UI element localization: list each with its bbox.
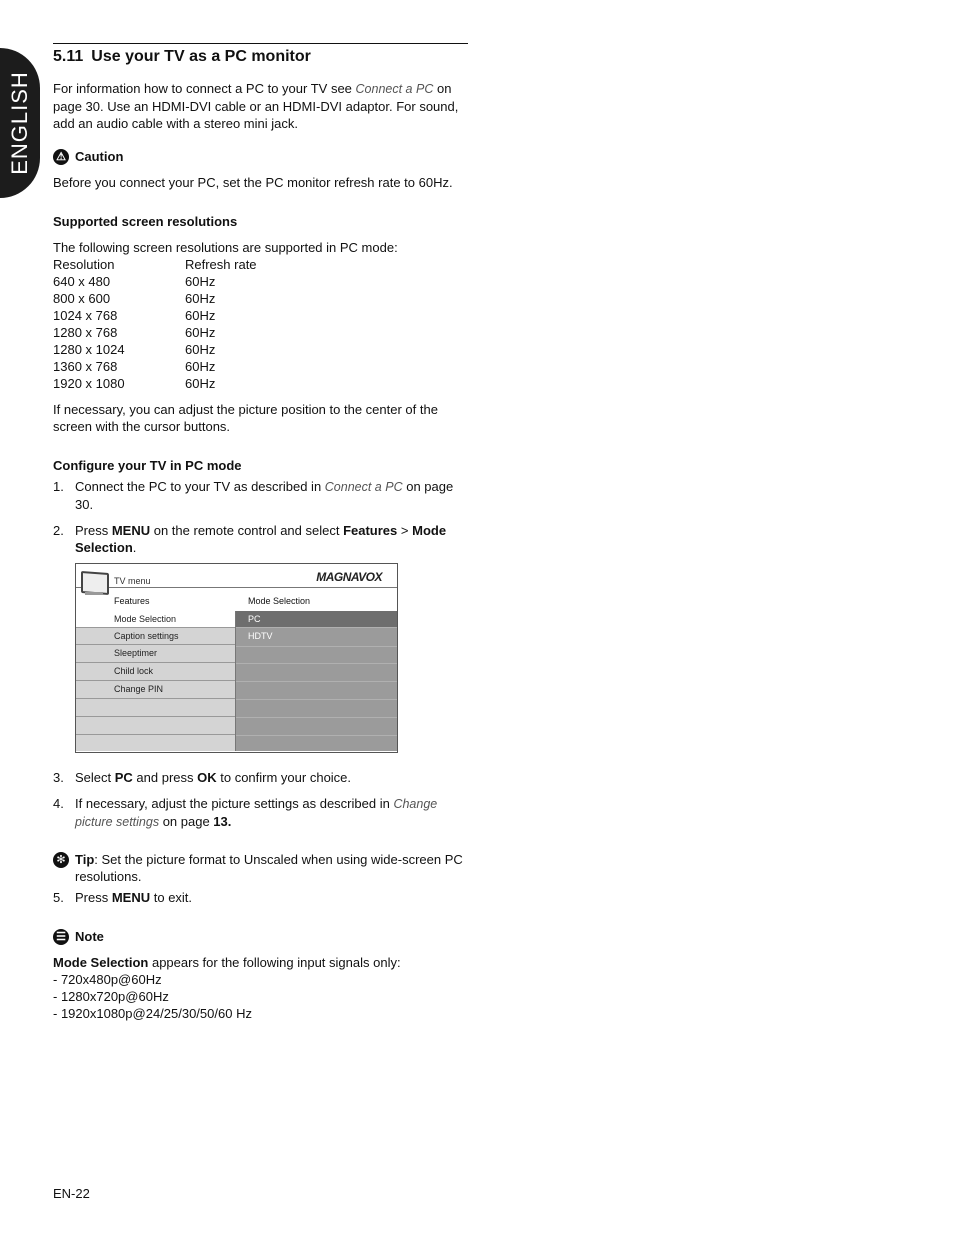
- table-row: [53, 290, 257, 307]
- tip-label: Tip: [75, 852, 95, 867]
- tv-menu-title: TV menu: [114, 576, 151, 586]
- page-content: [53, 43, 468, 556]
- rate-cell: 60Hz: [185, 291, 216, 306]
- resolution-col-header: Resolution: [53, 257, 115, 272]
- option-label: PC: [248, 614, 261, 624]
- step-text: If necessary, adjust the picture settings as described in: [75, 796, 394, 811]
- rate-cell: 60Hz: [185, 325, 216, 340]
- resolution-cell: 1280 x 768: [53, 325, 118, 340]
- table-row: [53, 341, 257, 358]
- note-text: [53, 954, 468, 971]
- resolution-cell: 1024 x 768: [53, 308, 118, 323]
- resolution-cell: 800 x 600: [53, 291, 111, 306]
- step-1: [53, 478, 468, 513]
- note-item: - 1280x720p@60Hz: [53, 989, 169, 1004]
- table-row: [53, 273, 257, 290]
- rate-cell: 60Hz: [185, 308, 216, 323]
- menu-item-caption-settings[interactable]: [76, 628, 235, 645]
- rate-cell: 60Hz: [185, 376, 216, 391]
- option-label: HDTV: [248, 631, 273, 641]
- resolution-cell: 1920 x 1080: [53, 376, 125, 391]
- caution-text: Before you connect your PC, set the PC monitor refresh rate to 60Hz.: [53, 175, 453, 190]
- configure-steps-continued: [53, 769, 468, 831]
- option-empty: [236, 647, 397, 664]
- menu-item-change-pin[interactable]: [76, 681, 235, 699]
- resolution-cell: 1280 x 1024: [53, 342, 125, 357]
- resolutions-header-row: [53, 256, 257, 273]
- connect-pc-link[interactable]: Connect a PC: [355, 82, 434, 96]
- step-text: on the remote control and select: [150, 523, 344, 538]
- step-text: on page: [159, 814, 214, 829]
- section-rule: [53, 43, 468, 44]
- menu-item-sleeptimer[interactable]: [76, 645, 235, 663]
- tip-icon: ✻: [53, 852, 69, 868]
- table-row: [53, 375, 257, 392]
- section-title: [53, 47, 468, 67]
- option-hdtv[interactable]: [236, 628, 397, 647]
- step-text: .: [132, 540, 137, 555]
- ok-key-label: OK: [197, 770, 217, 785]
- table-row: [53, 307, 257, 324]
- mode-selection-header: Mode Selection: [248, 596, 311, 606]
- step-2: [53, 522, 468, 556]
- resolutions-table: [53, 256, 257, 392]
- step-5: [53, 889, 468, 906]
- configure-heading: Configure your TV in PC mode: [53, 458, 242, 473]
- step-text: Connect the PC to your TV as described in: [75, 479, 325, 494]
- section-title-text: Use your TV as a PC monitor: [91, 48, 311, 65]
- intro-text-a: For information how to connect a PC to your TV see: [53, 81, 356, 96]
- configure-steps-final: [53, 889, 468, 906]
- option-empty: [236, 664, 397, 682]
- table-row: [53, 358, 257, 375]
- note-text-body: appears for the following input signals only:: [148, 955, 401, 970]
- page-ref: 13.: [213, 814, 232, 829]
- menu-item-label: Mode Selection: [114, 614, 177, 624]
- option-empty: [236, 700, 397, 718]
- mode-selection-label: Mode Selection: [53, 955, 149, 970]
- step-4: [53, 795, 468, 831]
- menu-item-label: Caption settings: [114, 631, 179, 641]
- menu-item-empty: [76, 699, 235, 717]
- page-number: EN-22: [53, 1186, 90, 1201]
- menu-item-label: Sleeptimer: [114, 648, 158, 658]
- rate-cell: 60Hz: [185, 274, 216, 289]
- tv-menu-header: [76, 564, 397, 588]
- menu-item-mode-selection[interactable]: [76, 611, 235, 628]
- menu-item-label: Child lock: [114, 666, 154, 676]
- intro-text-b: on page 30. Use an HDMI-DVI cable or an HDMI-DVI adaptor. For sound, add an audio cable with a stereo mini jack.: [53, 81, 459, 131]
- change-picture-settings-link[interactable]: Change picture settings: [75, 797, 438, 829]
- menu-item-child-lock[interactable]: [76, 663, 235, 681]
- step-text: on page 30.: [75, 479, 454, 512]
- mode-selection-label: Mode Selection: [75, 523, 447, 555]
- tip-block: [53, 851, 468, 885]
- caution-icon: ⚠: [53, 149, 69, 165]
- step-number: 4.: [53, 796, 64, 811]
- step-3: [53, 769, 468, 786]
- tv-menu-screenshot: [75, 563, 398, 753]
- mode-selection-list: [236, 611, 397, 751]
- table-row: [53, 324, 257, 341]
- caution-heading: [53, 148, 468, 165]
- step-text: Press: [75, 890, 112, 905]
- tip-text: : Set the picture format to Unscaled when using wide-screen PC resolutions.: [75, 852, 463, 884]
- configure-steps: [53, 478, 468, 556]
- menu-item-empty: [76, 717, 235, 735]
- connect-pc-link[interactable]: Connect a PC: [324, 480, 403, 494]
- tv-menu-subheader: [76, 588, 397, 612]
- option-empty: [236, 736, 397, 752]
- menu-key-label: MENU: [111, 523, 151, 538]
- menu-key-label: MENU: [111, 890, 151, 905]
- option-pc[interactable]: [236, 611, 397, 628]
- step-number: 5.: [53, 890, 64, 905]
- menu-item-empty: [76, 735, 235, 751]
- features-header: Features: [114, 596, 150, 606]
- brand-logo: MAGNAVOX: [316, 570, 382, 584]
- caution-title: Caution: [75, 149, 124, 164]
- menu-item-label: Change PIN: [114, 684, 164, 694]
- resolution-cell: 640 x 480: [53, 274, 111, 289]
- note-heading: [53, 928, 468, 945]
- step-text: >: [397, 523, 413, 538]
- intro-paragraph: [53, 80, 468, 132]
- features-label: Features: [343, 523, 398, 538]
- option-empty: [236, 718, 397, 736]
- note-item: - 1920x1080p@24/25/30/50/60 Hz: [53, 1006, 252, 1021]
- section-number: 5.11: [53, 48, 84, 65]
- step-text: to confirm your choice.: [216, 770, 352, 785]
- step-number: 3.: [53, 770, 64, 785]
- rate-cell: 60Hz: [185, 342, 216, 357]
- step-number: 1.: [53, 479, 64, 494]
- note-title: Note: [75, 929, 104, 944]
- features-list: [76, 611, 235, 751]
- note-item: - 720x480p@60Hz: [53, 972, 162, 987]
- resolutions-heading: Supported screen resolutions: [53, 214, 238, 229]
- language-tab-label: ENGLISH: [7, 71, 32, 175]
- position-note: If necessary, you can adjust the picture position to the center of the screen with the cursor buttons.: [53, 402, 438, 434]
- refresh-col-header: Refresh rate: [185, 257, 257, 272]
- step-text: and press: [132, 770, 198, 785]
- rate-cell: 60Hz: [185, 359, 216, 374]
- resolution-cell: 1360 x 768: [53, 359, 118, 374]
- step-text: Press: [75, 523, 112, 538]
- option-empty: [236, 682, 397, 700]
- step-number: 2.: [53, 523, 64, 538]
- step-text: Select: [75, 770, 115, 785]
- note-icon: ☰: [53, 929, 69, 945]
- step-text: to exit.: [150, 890, 193, 905]
- pc-label: PC: [114, 770, 133, 785]
- resolutions-intro: The following screen resolutions are supported in PC mode:: [53, 240, 398, 255]
- page-content-lower: [53, 769, 468, 1022]
